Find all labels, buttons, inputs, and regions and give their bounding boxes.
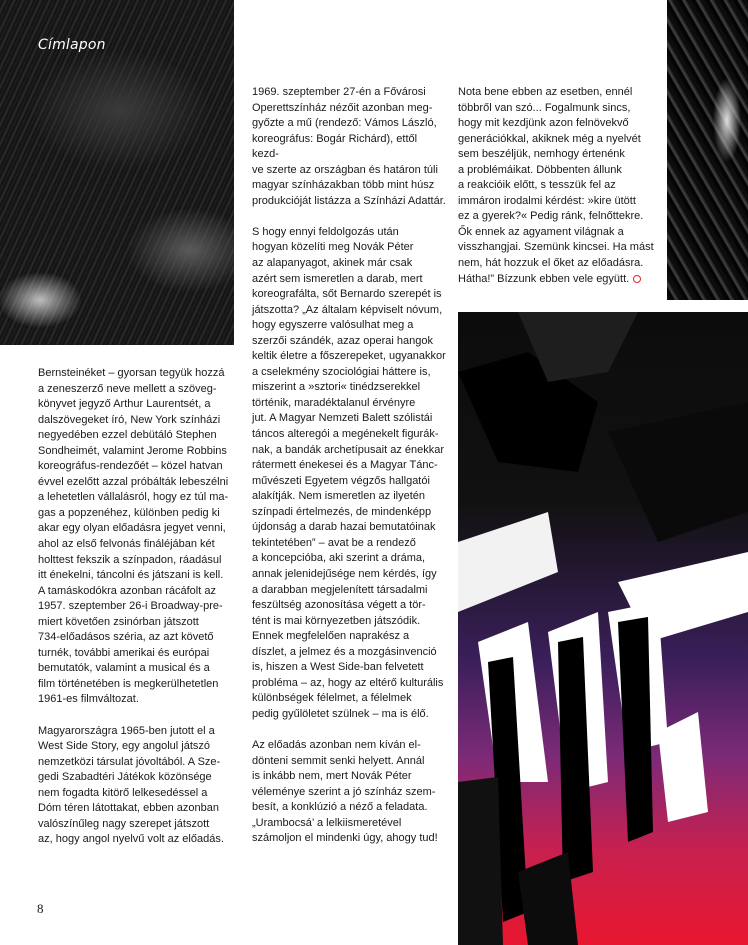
text-column-middle (252, 85, 447, 847)
paragraph-text: Nota bene ebben az esetben, ennél többről van szó... Fogalmunk sincs, hogy mit kezdjünk azon felnövekvő generációkkal, akiknek még a nyelvét sem beszéljük, nemhogy értenénk a problémáikat. Döbbenten állunk a reakcióik előtt, s tesszük fel az immáron irodalmi kérdést: »kire ütött ez a gyerek?« Pedig ránk, felnőttekre. Ők ennek az agyament világnak a visszhangjai. Szemünk kincsei. Ha mást nem, hát hozzuk el őket az előadásra. Hátha!” Bízzunk ebben vele együtt. (458, 86, 654, 285)
cover-photo-strip (667, 0, 748, 300)
paragraph: Bernsteinéket – gyorsan tegyük hozzá a zeneszerző neve mellett a szöveg- könyvet jegyző Arthur Laurentsét, a dalszövegeket író, New York színházi negyedében ezzel debütáló Stephen Sondheimét, valamint Jerome Robbins koreográfus-rendezőét – közel hatvan évvel ezelőtt azzal próbálták lebeszélni a lehetetlen vállalásról, hogy ez túl ma- gas a popzenéhez, különben pedig ki akar egy olyan előadásra jegyet venni, ahol az első felvonás fináléjában két holttest fekszik a színpadon, ráadásul itt énekelni, táncolni és játszani is kell. A tamáskodókra azonban rácáfolt az 1957. szeptember 26-i Broadway-pre- miert követően zsinórban játszott 734-előadásos széria, az azt követő turnék, további amerikai és európai bemutatók, valamint a musical és a film történetében is megkerülhetetlen 1961-es filmváltozat. (38, 367, 229, 706)
text-column-right (458, 85, 663, 287)
paragraph: S hogy ennyi feldolgozás után hogyan közelíti meg Novák Péter az alapanyagot, akinek már csak azért sem ismeretlen a darab, mert koreografálta, sőt Bernardo szerepét is játszotta? „Az általam képviselt nóvum, hogy egyszerre valósulhat meg a szerzői szándék, azaz operai hangok keltik életre a főszerepeket, ugyanakkor a cselekmény szociológiai háttere is, miszerint a »sztori« tinédzserekkel történik, maradéktalanul érvényre jut. A Magyar Nemzeti Balett szólistái táncos alteregói a megénekelt figurák- nak, a bandák archetípusait az énekkar rátermett énekesei és a Magyar Tánc- művészeti Egyetem végzős hallgatói alakítják. Nem ismeretlen az ilyetén színpadi értelmezés, de mindenképp újdonság a darab hazai bemutatóinak tekintetében” – avat be a rendező a koncepcióba, aki szerint a dráma, annak jelenidejűsége nem kérdés, így a darabban megjelenített társadalmi feszültség azonosítása végett a tör- tént is mai környezetben játszódik. Ennek megfelelően naprakész a díszlet, a jelmez és a mozgásinvenció is, hiszen a West Side-ban felvetett probléma – az, hogy az eltérő kulturális különbségek félelmet, a félelmek pedig gyűlöletet szülnek – ma is élő. (252, 225, 446, 720)
text-column-left (38, 366, 230, 848)
page-number: 8 (37, 901, 44, 916)
cover-photo-grunge (0, 0, 234, 345)
paragraph: Magyarországra 1965-ben jutott el a West Side Story, egy angolul játszó nemzetközi társulat jóvoltából. A Sze- gedi Szabadtéri Játékok közönsége nem fogadta kitörő lelkesedéssel a Dóm téren látottakat, ebben azonban valószínűleg nagy szerepet játszott az, hogy angol nyelvű volt az előadás. (38, 724, 224, 846)
paragraph: Az előadás azonban nem kíván el- dönteni semmit senki helyett. Annál is inkább nem, mert Novák Péter véleménye szerint a jó színház szem- besít, a konklúzió a néző a feladata. „Urambocsá’ a lelkiismeretével számoljon el mindenki úgy, ahogy tud! (252, 738, 438, 845)
end-of-article-icon (633, 275, 641, 283)
section-label: Címlapon (38, 37, 106, 53)
paragraph: 1969. szeptember 27-én a Fővárosi Operettszínház nézőit azonban meg- győzte a mű (rendező: Vámos László, koreográfus: Bogár Richárd), ettől kezd- ve szerte az országban és határon túli magyar színházakban több mint húsz produkcióját listázza a Színházi Adattár. (252, 86, 446, 207)
abstract-shapes (458, 312, 748, 945)
paragraph-final (458, 85, 663, 287)
cover-photo-graphic (458, 312, 748, 945)
